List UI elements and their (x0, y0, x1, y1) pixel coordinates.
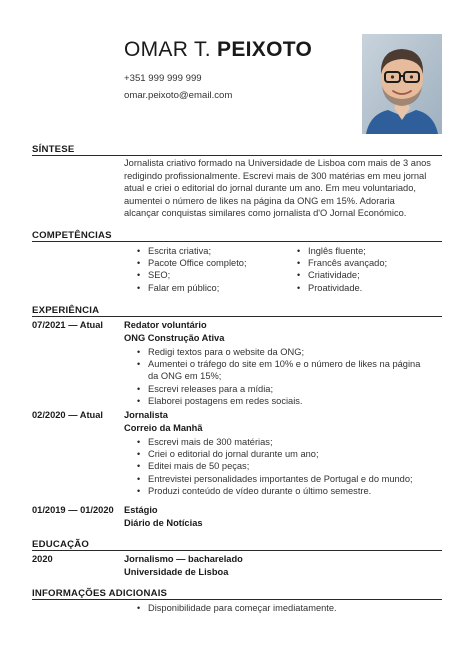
education-degree: Jornalismo — bacharelado (124, 554, 243, 564)
section-divider (32, 550, 442, 551)
last-name: PEIXOTO (217, 38, 313, 61)
job-bullet: • Produzi conteúdo de vídeo durante o último semestre. (148, 485, 413, 497)
skill-item: • Proatividade. (308, 282, 387, 294)
job-bullet: • Escrevi releases para a mídia; (148, 383, 420, 395)
email-address: omar.peixoto@email.com (124, 90, 233, 101)
skill-item: • SEO; (148, 269, 247, 281)
profile-photo (362, 34, 442, 134)
portrait-illustration (362, 34, 442, 134)
job-bullet: • Elaborei postagens em redes sociais. (148, 395, 420, 407)
job-organization: ONG Construção Ativa (124, 333, 225, 343)
section-divider (32, 241, 442, 242)
skill-item: • Escrita criativa; (148, 245, 247, 257)
job-dates: 01/2019 — 01/2020 (32, 505, 114, 515)
additional-info-heading: INFORMAÇÕES ADICIONAIS (32, 588, 168, 599)
section-divider (32, 316, 442, 317)
phone-number: +351 999 999 999 (124, 73, 202, 84)
job-bullets (148, 346, 420, 407)
job-organization: Diário de Notícias (124, 518, 203, 528)
summary-line: aumentei o número de likes na página da ONG em 15%. Adoraria (124, 195, 395, 206)
first-name: OMAR T. (124, 38, 211, 61)
education-heading: EDUCAÇÃO (32, 539, 90, 550)
job-bullet: • Redigi textos para o website da ONG; (148, 346, 420, 358)
job-dates: 02/2020 — Atual (32, 410, 103, 420)
section-divider (32, 599, 442, 600)
skill-item: • Criatividade; (308, 269, 387, 281)
summary-line: alcançar conquistas similares como jornalista d'O Jornal Económico. (124, 208, 407, 219)
job-bullet: • Escrevi mais de 300 matérias; (148, 436, 413, 448)
skills-heading: COMPETÊNCIAS (32, 230, 112, 241)
summary-heading: SÍNTESE (32, 144, 75, 155)
skill-item: • Falar em público; (148, 282, 247, 294)
job-dates: 07/2021 — Atual (32, 320, 103, 330)
job-bullet: • Criei o editorial do jornal durante um ano; (148, 448, 413, 460)
job-bullets (148, 436, 413, 497)
job-bullet: • Editei mais de 50 peças; (148, 460, 413, 472)
job-bullet-continuation: da ONG em 15%; (148, 371, 222, 382)
job-bullet: • Aumentei o tráfego do site em 10% e o número de likes na página (148, 358, 420, 370)
education-school: Universidade de Lisboa (124, 567, 229, 577)
summary-line: Jornalista criativo formado na Universidade de Lisboa com mais de 3 anos (124, 158, 431, 168)
education-year: 2020 (32, 554, 53, 564)
skill-item: • Pacote Office completo; (148, 257, 247, 269)
summary-line: atual e criei o editorial do jornal durante um ano. Em meu voluntariado, (124, 183, 416, 194)
experience-heading: EXPERIÊNCIA (32, 305, 100, 316)
job-bullet: • Entrevistei personalidades importantes de Portugal e do mundo; (148, 473, 413, 485)
candidate-name (124, 38, 312, 62)
skills-left-list (148, 245, 247, 294)
skill-item: • Inglês fluente; (308, 245, 387, 257)
summary-line: redigindo profissionalmente. Escrevi mais de 300 matérias em meu jornal (124, 170, 427, 181)
job-title: Jornalista (124, 410, 168, 420)
additional-info-list (148, 602, 337, 614)
job-title: Redator voluntário (124, 320, 207, 330)
section-divider (32, 155, 442, 156)
job-organization: Correio da Manhã (124, 423, 203, 433)
skills-right-list (308, 245, 387, 294)
summary-text (124, 157, 442, 220)
skill-item: • Francês avançado; (308, 257, 387, 269)
additional-info-item: • Disponibilidade para começar imediatamente. (148, 602, 337, 614)
job-title: Estágio (124, 505, 158, 515)
